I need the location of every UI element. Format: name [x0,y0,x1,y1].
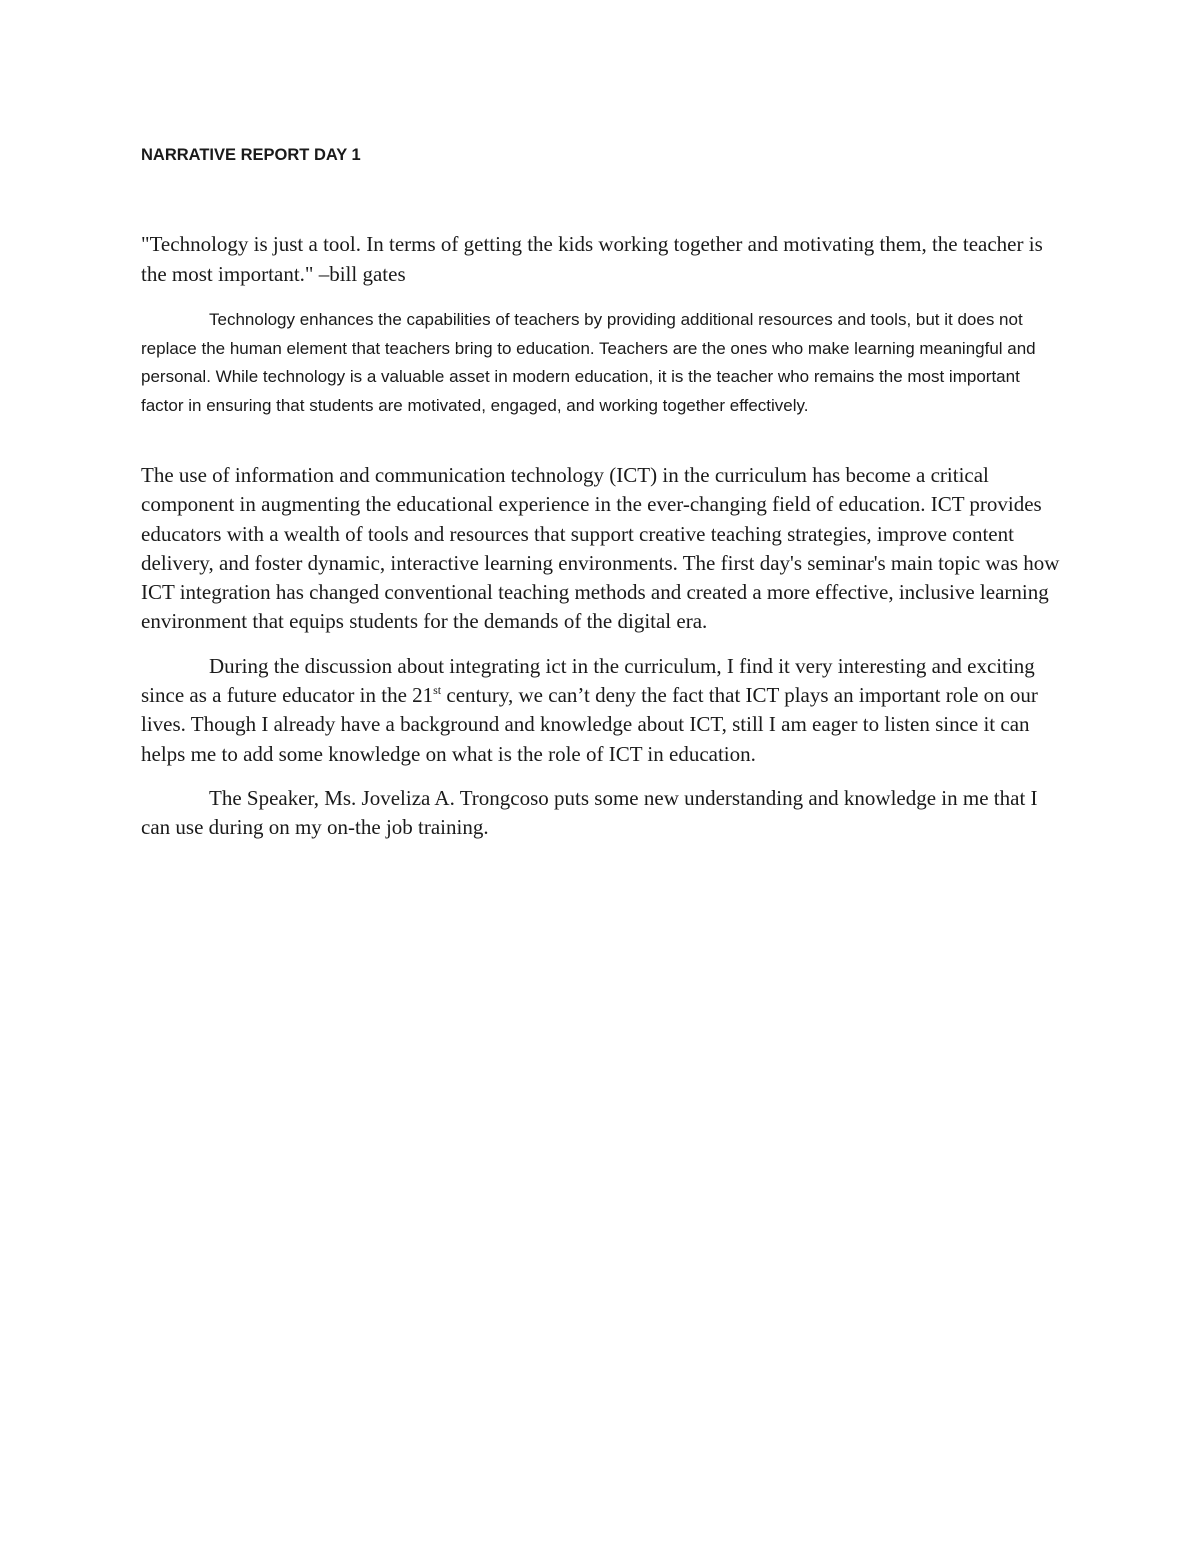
paragraph-technology-enhances: Technology enhances the capabilities of teachers by providing additional resources and tools, but it does not replace the human element that teachers bring to education. Teachers are the ones who make learning meaningful and personal. While technology is a valuable asset in modern education, it is the teacher who remains the most important factor in ensuring that students are motivated, engaged, and working together effectively. [141,310,1036,415]
paragraph-speaker: The Speaker, Ms. Joveliza A. Trongcoso puts some new understanding and knowledge in me that I can use during on my on-the job training. [141,785,1038,840]
ordinal-suffix: st [433,683,442,698]
paragraph-discussion-start: During the discussion about integrating ict in the curriculum, I find it very interesting and exciting since as a future educator in the 21 [141,653,1035,708]
paragraph-ict-curriculum: The use of information and communication technology (ICT) in the curriculum has become a critical component in augmenting the educational experience in the ever-changing field of education. ICT provides educators with a wealth of tools and resources that support creative teaching strategies, improve content delivery, and foster dynamic, interactive learning environments. The first day's seminar's main topic was how ICT integration has changed conventional teaching methods and created a more effective, inclusive learning environment that equips students for the demands of the digital era. [141,463,1060,634]
page-title: NARRATIVE REPORT DAY 1 [141,146,361,164]
paragraph-discussion-end: century, we can’t deny the fact that ICT plays an important role on our lives. Though I already have a background and knowledge about ICT, still I am eager to listen since it can helps me to add some knowledge on what is the role of ICT in education. [141,683,1038,766]
body-text [141,461,1066,858]
paragraph-discussion [141,652,1066,769]
opening-quote: "Technology is just a tool. In terms of getting the kids working together and motivating them, the teacher is the most important." –bill gates [141,232,1043,286]
